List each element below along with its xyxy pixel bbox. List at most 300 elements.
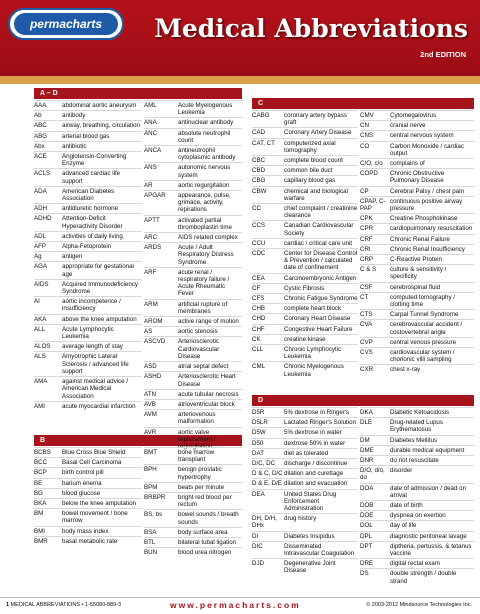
abbrev-row [144, 361, 242, 371]
abbreviation: DLE [360, 419, 373, 427]
abbreviation: ASCVD [144, 338, 166, 346]
abbrev-row [144, 162, 242, 179]
abbrev-row [360, 282, 474, 292]
abbreviation: ANC [144, 129, 158, 137]
abbrev-row [360, 196, 474, 213]
abbreviation: AML [144, 102, 157, 109]
section-header-a-d: A – D [34, 88, 242, 99]
definition: continuous positive airway pressure [390, 197, 463, 213]
definition: Chronic Fatigue Syndrome [284, 295, 358, 303]
abbreviation: D/O, d/o, do [360, 467, 385, 482]
abbrev-row [360, 531, 474, 541]
abbreviation: BE [34, 479, 43, 487]
abbrev-row [360, 541, 474, 558]
abbreviation: CRI [360, 245, 371, 253]
definition: bone marrow transplant [178, 449, 215, 464]
abbrev-row [144, 117, 242, 127]
abbreviation: DS [360, 570, 369, 578]
abbrev-column-b1 [34, 447, 142, 546]
definition: dilation and curettage [284, 470, 344, 478]
definition: Chronic Myelogenous Leukemia [284, 363, 344, 378]
abbrev-row [360, 364, 474, 374]
abbrev-row [144, 128, 242, 145]
abbreviation: AGA [34, 263, 48, 271]
abbrev-row [34, 508, 142, 525]
abbreviation: ABG [34, 132, 48, 140]
abbrev-row [252, 283, 358, 293]
abbreviation: Ag [34, 253, 42, 261]
definition: Acquired Immunodeficiency Syndrome [62, 280, 139, 296]
abbrev-row [144, 482, 242, 492]
definition: Attention-Deficit Hyperactivity Disorder [62, 215, 123, 230]
abbreviation: CHD [252, 315, 266, 323]
abbreviation: ALS [34, 353, 46, 361]
abbrev-row [34, 141, 142, 151]
definition: cardiac / critical care unit [284, 239, 353, 247]
definition: day of life [390, 522, 417, 530]
abbreviation: AAA [34, 102, 47, 109]
abbrev-row [252, 458, 358, 468]
definition: coronary artery bypass graft [284, 112, 347, 127]
abbreviation: BUN [144, 549, 158, 557]
definition: Alpha-Fetoprotein [62, 243, 112, 251]
definition: acute renal / respiratory failure / Acute Rheumatic Fever [178, 268, 230, 298]
definition: beats per minute [178, 483, 225, 491]
definition: blood urea nitrogen [178, 549, 232, 557]
abbreviation: CC [252, 205, 261, 213]
abbreviation: ACLS [34, 170, 51, 178]
abbreviation: DPT [360, 542, 373, 550]
definition: artificial rupture of membranes [178, 300, 228, 315]
abbreviation: BMT [144, 449, 158, 456]
abbreviation: Abx [34, 142, 45, 150]
abbreviation: CABG [252, 112, 270, 119]
definition: activities of daily living [62, 232, 123, 240]
abbreviation: CCU [252, 239, 266, 247]
abbrev-row [360, 120, 474, 130]
definition: antidiuretic hormone [62, 205, 119, 213]
abbrev-row [360, 223, 474, 233]
abbrev-row [360, 455, 474, 465]
definition: C-Reactive Protein [390, 256, 442, 264]
abbreviation: ARF [144, 268, 157, 276]
abbrev-row [144, 267, 242, 299]
abbrev-row [360, 465, 474, 482]
definition: atrial septal defect [178, 363, 229, 371]
abbreviation: CBG [252, 177, 266, 185]
abbrev-row [34, 341, 142, 351]
abbreviation: CTS [360, 311, 373, 319]
abbrev-row [252, 273, 358, 283]
abbrev-row [360, 483, 474, 500]
definition: autonomic nervous system [178, 164, 231, 179]
abbrev-row [34, 168, 142, 185]
abbrev-column-c2 [360, 110, 474, 375]
definition: discharge / discontinue [284, 460, 348, 468]
abbreviation: DEA [252, 490, 265, 498]
abbreviation: AI [34, 298, 40, 306]
definition: antinuclear antibody [178, 119, 234, 127]
abbreviation: D5W [252, 429, 266, 437]
definition: computerized axial tomography [284, 139, 336, 154]
abbrev-row [252, 407, 358, 417]
abbreviation: D/C, DC [252, 460, 276, 468]
abbreviation: CPR [360, 225, 374, 233]
abbrev-row [34, 536, 142, 546]
abbrev-row [34, 213, 142, 230]
abbreviation: CAD [252, 129, 266, 137]
abbreviation: CK [252, 335, 261, 343]
definition: Creatine Phosphokinase [390, 215, 458, 223]
abbrev-row [144, 409, 242, 426]
abbreviation: ABC [34, 122, 47, 130]
abbreviation: CPAP, C-PAP [360, 197, 386, 213]
abbrev-row [34, 324, 142, 341]
definition: capillary blood gas [284, 177, 336, 185]
abbrev-row [252, 203, 358, 220]
abbreviation: ARC [144, 234, 158, 242]
definition: cerebrospinal fluid [390, 283, 441, 291]
abbrev-row [34, 488, 142, 498]
abbrev-row [252, 438, 358, 448]
definition: Angiotensin-Converting Enzyme [62, 153, 127, 168]
abbrev-row [34, 498, 142, 508]
abbreviation: CPK [360, 215, 373, 223]
abbreviation: DOE [360, 512, 374, 520]
abbrev-row [34, 401, 142, 411]
definition: activated partial thromboplastin time [178, 216, 232, 231]
definition: common bile duct [284, 167, 333, 175]
abbreviation: BSA [144, 528, 157, 536]
abbreviation: CFS [252, 295, 265, 303]
abbrev-row [34, 314, 142, 324]
definition: United States Drug Enforcement Administration [284, 490, 337, 513]
abbrev-column-d2 [360, 407, 474, 586]
abbreviation: CO [360, 142, 370, 150]
abbreviation: CML [252, 363, 266, 371]
abbrev-row [360, 254, 474, 264]
abbreviation: CAT, CT [252, 139, 275, 147]
abbrev-row [34, 231, 142, 241]
abbrev-row [252, 417, 358, 427]
abbrev-column-a2 [144, 100, 242, 451]
abbreviation: ALOS [34, 343, 51, 351]
definition: aortic regurgitation [178, 181, 230, 189]
abbreviation: CBC [252, 157, 266, 165]
abbrev-row [360, 186, 474, 196]
abbrev-row [34, 457, 142, 467]
abbreviation: CP [360, 187, 369, 195]
abbrev-row [360, 141, 474, 158]
abbrev-row [144, 145, 242, 162]
abbrev-row [144, 180, 242, 190]
abbrev-row [360, 292, 474, 309]
definition: atrioventricular block [178, 400, 235, 408]
abbrev-row [360, 309, 474, 319]
definition: complete heart block [284, 305, 342, 313]
abbrev-row [252, 127, 358, 137]
abbrev-column-c1 [252, 110, 358, 379]
abbreviation: D50 [252, 439, 264, 447]
definition: antibiotic [62, 142, 87, 150]
definition: arteriovenous malformation [178, 411, 216, 426]
abbrev-row [252, 513, 358, 530]
abbrev-row [144, 299, 242, 316]
abbreviation: DH, D/H, DHx [252, 515, 277, 530]
abbrev-row [144, 316, 242, 326]
abbrev-row [360, 500, 474, 510]
definition: airway, breathing, circulation [62, 122, 140, 130]
definition: Diabetes Mellitus [390, 436, 438, 444]
abbrev-row [360, 168, 474, 185]
abbreviation: CRF [360, 235, 373, 243]
definition: Lactated Ringer's Solution [284, 419, 357, 427]
abbreviation: CVS [360, 349, 373, 357]
abbreviation: BPM [144, 483, 158, 491]
definition: average length of stay [62, 343, 123, 351]
definition: body mass index [62, 527, 109, 535]
abbrev-row [360, 520, 474, 530]
abbrev-row [360, 445, 474, 455]
definition: Carbon Monoxide / cardiac output [390, 142, 464, 157]
abbreviation: ANA [144, 119, 157, 127]
definition: American Diabetes Association [62, 187, 115, 203]
section-header-d: D [252, 395, 474, 406]
abbrev-row [34, 261, 142, 278]
footer-copyright: © 2003-2012 Mindsource Technologies Inc. [366, 602, 472, 608]
abbreviation: DIC [252, 542, 263, 550]
definition: date of admission / dead on arrival [390, 484, 467, 499]
abbreviation: CSF [360, 283, 373, 291]
edition-label: 2nd EDITION [420, 50, 466, 59]
abbrev-row [252, 110, 358, 127]
definition: Arteriosclerotic Heart Disease [178, 373, 236, 388]
abbrev-row [252, 489, 358, 514]
definition: bright red blood per rectum [178, 494, 232, 509]
abbrev-row [34, 186, 142, 203]
abbreviation: AVM [144, 411, 157, 419]
abbrev-row [34, 203, 142, 213]
definition: advanced cardiac life support [62, 170, 121, 185]
abbreviation: ACE [34, 153, 47, 161]
definition: blood glucose [62, 489, 101, 497]
definition: dextrose 50% in water [284, 439, 346, 447]
abbreviation: BMI [34, 527, 46, 535]
definition: Acute Myelogenous Leukemia [178, 102, 233, 117]
abbrev-row [252, 344, 358, 361]
abbrev-row [360, 264, 474, 281]
footer-left [6, 602, 121, 608]
page-footer [0, 598, 480, 614]
definition: diagnostic peritoneal lavage [390, 532, 467, 540]
abbrev-row [360, 568, 474, 585]
abbrev-row [360, 558, 474, 568]
abbrev-row [360, 319, 474, 336]
abbreviation: CDC [252, 250, 266, 258]
abbrev-row [252, 541, 358, 558]
abbreviation: BMR [34, 537, 48, 545]
abbreviation: CN [360, 122, 369, 130]
abbrev-row [360, 234, 474, 244]
section-header-b: B [34, 435, 242, 446]
definition: Arteriosclerotic Cardiovascular Disease [178, 338, 220, 360]
abbreviation: D & E, D/E [252, 480, 282, 488]
abbrev-row [360, 337, 474, 347]
footer-website[interactable]: www.permacharts.com [170, 600, 301, 610]
definition: diptheria, pertussis, & tetanus vaccine [390, 542, 472, 558]
abbrev-row [360, 510, 474, 520]
definition: disorder [390, 467, 413, 475]
abbrev-row [34, 526, 142, 536]
abbreviation: D5R [252, 409, 265, 416]
definition: Acute / Adult Respiratory Distress Syndrome [178, 244, 234, 266]
abbreviation: ANS [144, 164, 157, 172]
abbrev-row [34, 279, 142, 296]
definition: Congestive Heart Failure [284, 325, 353, 333]
abbrev-column-a1 [34, 100, 142, 411]
abbrev-row [34, 376, 142, 401]
abbreviation: ADL [34, 232, 47, 240]
definition: Acute Lymphocytic Leukemia [62, 325, 114, 341]
abbrev-row [144, 336, 242, 361]
definition: birth control pill [62, 469, 104, 477]
definition: antigen [62, 253, 83, 261]
abbrev-row [252, 448, 358, 458]
abbreviation: ATN [144, 390, 156, 398]
header-accent-band [0, 76, 480, 84]
definition: acute tubular necrosis [178, 390, 239, 398]
abbreviation: BM [34, 510, 44, 518]
definition: Chronic Renal Insufficiency [390, 245, 465, 253]
definition: antibody [62, 112, 86, 120]
definition: cardiopulmonary resuscitation [390, 225, 473, 233]
abbrev-row [360, 130, 474, 140]
abbrev-row [252, 361, 358, 378]
abbreviation: DNR [360, 457, 374, 465]
abbreviation: AR [144, 181, 153, 189]
abbreviation: CT [360, 293, 369, 301]
definition: barium enema [62, 479, 102, 487]
abbrev-column-d1 [252, 407, 358, 576]
definition: Coronary Heart Disease [284, 315, 351, 323]
definition: above the knee amputation [62, 315, 137, 323]
definition: central nervous system [390, 132, 454, 140]
definition: 5% dextrose in Ringer's [284, 409, 350, 416]
definition: date of birth [390, 502, 423, 510]
page-header [0, 0, 480, 76]
abbrev-row [34, 100, 142, 110]
definition: chest x-ray [390, 366, 421, 374]
definition: central venous pressure [390, 338, 457, 346]
abbreviation: CHF [252, 325, 265, 333]
abbreviation: CCS [252, 222, 266, 230]
abbrev-row [252, 138, 358, 155]
abbrev-row [144, 537, 242, 547]
definition: bowel movement / bone marrow [62, 510, 128, 525]
abbreviation: C & S [360, 266, 377, 274]
abbreviation: C/O, c/o [360, 160, 383, 168]
abbrev-row [144, 215, 242, 232]
abbrev-row [252, 238, 358, 248]
abbreviation: BCC [34, 459, 48, 467]
abbrev-row [252, 165, 358, 175]
abbreviation: DPL [360, 532, 373, 540]
abbreviation: DOA [360, 484, 374, 492]
abbrev-row [360, 435, 474, 445]
definition: arterial blood gas [62, 132, 110, 140]
abbreviation: CRP [360, 256, 374, 264]
abbreviation: DJD [252, 560, 265, 568]
abbreviation: CVP [360, 338, 373, 346]
definition: basal metabolic rate [62, 537, 118, 545]
abbrev-row [252, 468, 358, 478]
abbreviation: ADHD [34, 215, 52, 223]
abbrev-row [34, 447, 142, 457]
definition: chief complaint / creatinine clearance [284, 205, 358, 220]
abbrev-row [34, 131, 142, 141]
definition: cardiovascular system / chorionic villi sampling [390, 349, 455, 364]
definition: active range of motion [178, 318, 239, 326]
definition: bilateral tubal ligation [178, 539, 237, 547]
abbrev-row [34, 478, 142, 488]
abbreviation: AMI [34, 402, 46, 410]
abbrev-row [34, 296, 142, 313]
definition: durable medical equipment [390, 446, 465, 454]
definition: appearance, pulse, grimace, activity, repirations [178, 192, 231, 214]
abbrev-row [144, 447, 242, 464]
abbreviation: APGAR [144, 192, 166, 200]
definition: diet as tolerated [284, 449, 329, 457]
abbrev-row [34, 110, 142, 120]
abbrev-row [34, 120, 142, 130]
definition: Chronic Renal Failure [390, 235, 450, 243]
abbrev-row [34, 351, 142, 376]
abbrev-row [360, 158, 474, 168]
section-header-c: C [252, 98, 474, 109]
abbreviation: CNS [360, 132, 374, 140]
definition: Diabetic Ketoacidosis [390, 409, 450, 416]
abbreviation: APTT [144, 216, 160, 224]
abbrev-row [252, 531, 358, 541]
abbreviation: CBD [252, 167, 266, 175]
abbreviation: ANCA [144, 147, 162, 155]
abbreviation: DOL [360, 522, 373, 530]
definition: absolute neutrophil count [178, 129, 231, 144]
definition: complete blood count [284, 157, 343, 165]
definition: Canadian Cardiovascular Society [284, 222, 354, 237]
abbreviation: AROM [144, 318, 163, 326]
definition: Cytomegalovirus [390, 112, 437, 119]
definition: dyspnea on exertion [390, 512, 446, 520]
definition: Coronary Artery Disease [284, 129, 352, 137]
abbrev-row [252, 324, 358, 334]
abbrev-row [252, 478, 358, 488]
abbrev-row [360, 110, 474, 120]
abbreviation: DOB [360, 502, 374, 510]
definition: chemical and biological warfare [284, 187, 348, 202]
abbreviation: D5LR [252, 419, 268, 427]
definition: Chronic Lymphocytic Leukemia [284, 346, 342, 361]
definition: against medical advice / American Medical Association [62, 378, 129, 400]
definition: bowel sounds / breath sounds [178, 511, 239, 526]
abbrev-row [360, 213, 474, 223]
definition: Chronic Obstructive Pulmonary Disease [390, 170, 445, 185]
definition: Cystic Fibrosis [284, 284, 325, 292]
definition: aortic incompetence / insufficiency [62, 298, 121, 313]
abbreviation: CMV [360, 112, 374, 119]
definition: Drug-related Lupus Erythematosus [390, 419, 443, 434]
abbreviation: DME [360, 446, 374, 454]
